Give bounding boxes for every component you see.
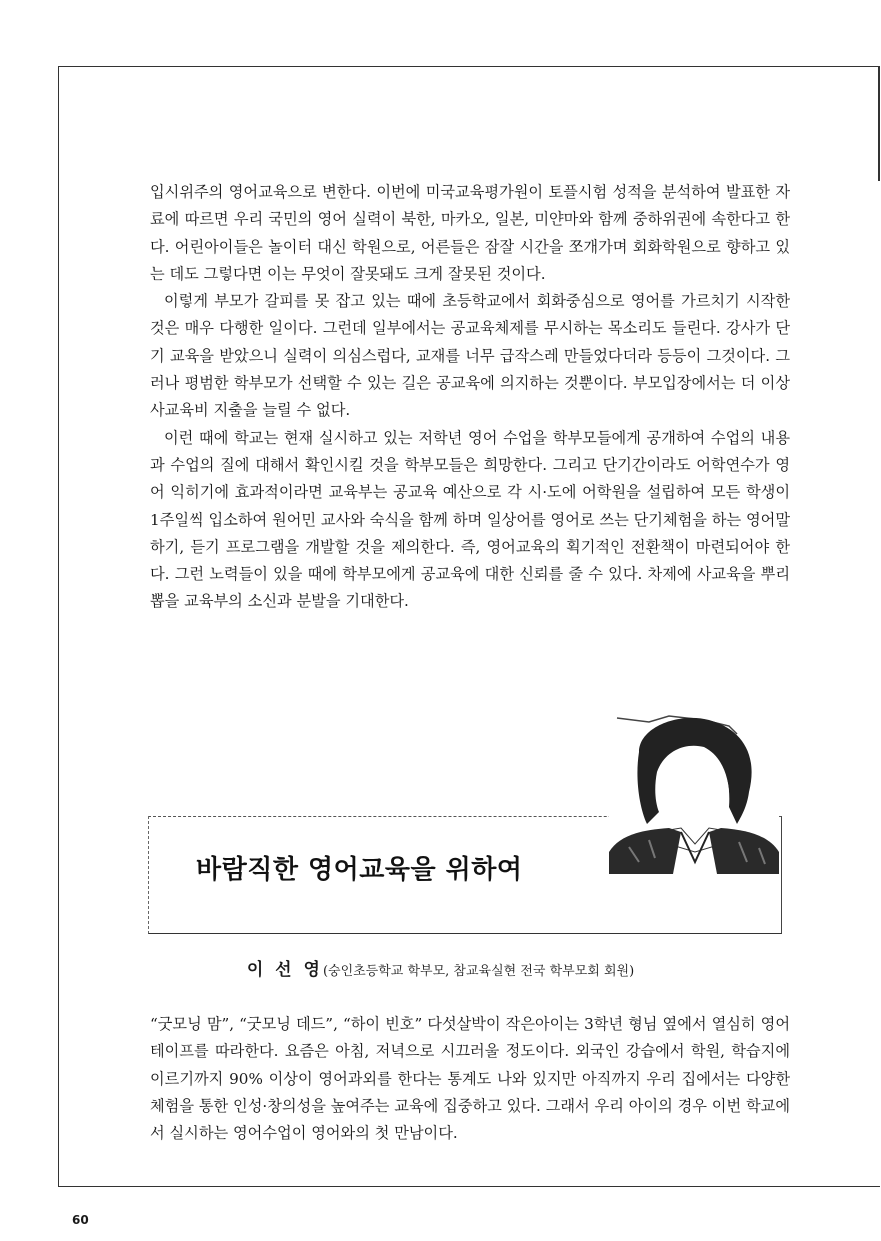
page-frame-top-rule xyxy=(58,66,878,67)
article-title: 바람직한 영어교육을 위하여 xyxy=(196,855,523,885)
page-number: 60 xyxy=(72,1213,89,1227)
paragraph: 이렇게 부모가 갈피를 못 잡고 있는 때에 초등학교에서 회화중심으로 영어를 가르치기 시작한 것은 매우 다행한 일이다. 그런데 일부에서는 공교육체제를 무시하는 목소리도 들린다. 강사가 단기 교육을 받았으니 실력이 의심스럽다, 교재를 너무 급작스레 만들었다더라 등등이 그것이다. 그러나 평범한 학부모가 선택할 수 있는 길은 공교육에 의지하는 것뿐이다. 부모입장에서는 더 이상 사교육비 지출을 늘릴 수 없다. xyxy=(150,292,790,420)
author-affiliation: (숭인초등학교 학부모, 참교육실현 전국 학부모회 회원) xyxy=(322,964,635,979)
author-name: 이 선 영 xyxy=(246,960,323,980)
article-body-text xyxy=(150,1011,790,1147)
byline xyxy=(0,955,881,980)
page-frame-bottom-rule xyxy=(58,1186,880,1187)
paragraph: 이런 때에 학교는 현재 실시하고 있는 저학년 영어 수업을 학부모들에게 공개하여 수업의 내용과 수업의 질에 대해서 확인시킬 것을 학부모들은 희망한다. 그리고 단기간이라도 어학연수가 영어 익히기에 효과적이라면 교육부는 공교육 예산으로 각 시·도에 어학원을 설립하여 모든 학생이 1주일씩 입소하여 원어민 교사와 숙식을 함께 하며 일상어를 영어로 쓰는 단기체험을 하는 영어말하기, 듣기 프로그램을 개발할 것을 제의한다. 즉, 영어교육의 획기적인 전환책이 마련되어야 한다. 그런 노력들이 있을 때에 학부모에게 공교육에 대한 신뢰를 줄 수 있다. 차제에 사교육을 뿌리뽑을 교육부의 소신과 분발을 기대한다. xyxy=(150,428,790,611)
page-frame-left-rule xyxy=(58,66,59,1186)
paragraph: 입시위주의 영어교육으로 변한다. 이번에 미국교육평가원이 토플시험 성적을 분석하여 발표한 자료에 따르면 우리 국민의 영어 실력이 북한, 마카오, 일본, 미얀마와 함께 중하위권에 속한다고 한다. 어린아이들은 놀이터 대신 학원으로, 어른들은 잠잘 시간을 쪼개가며 회화학원으로 향하고 있는 데도 그렇다면 이는 무엇이 잘못돼도 크게 잘못된 것이다. xyxy=(150,183,790,283)
article-continued-text xyxy=(150,179,790,616)
author-portrait-icon xyxy=(609,712,779,874)
paragraph: “굿모닝 맘”, “굿모닝 데드”, “하이 빈호” 다섯살박이 작은아이는 3학년 형님 옆에서 열심히 영어 테이프를 따라한다. 요즘은 아침, 저녁으로 시끄러울 정도이다. 외국인 강습에서 학원, 학습지에 이르기까지 90% 이상이 영어과외를 한다는 통계도 나와 있지만 아직까지 우리 집에서는 다양한 체험을 통한 인성·창의성을 높여주는 교육에 집중하고 있다. 그래서 우리 아이의 경우 이번 학교에서 실시하는 영어수업이 영어와의 첫 만남이다. xyxy=(150,1015,790,1143)
page-frame-right-tick xyxy=(878,66,880,181)
